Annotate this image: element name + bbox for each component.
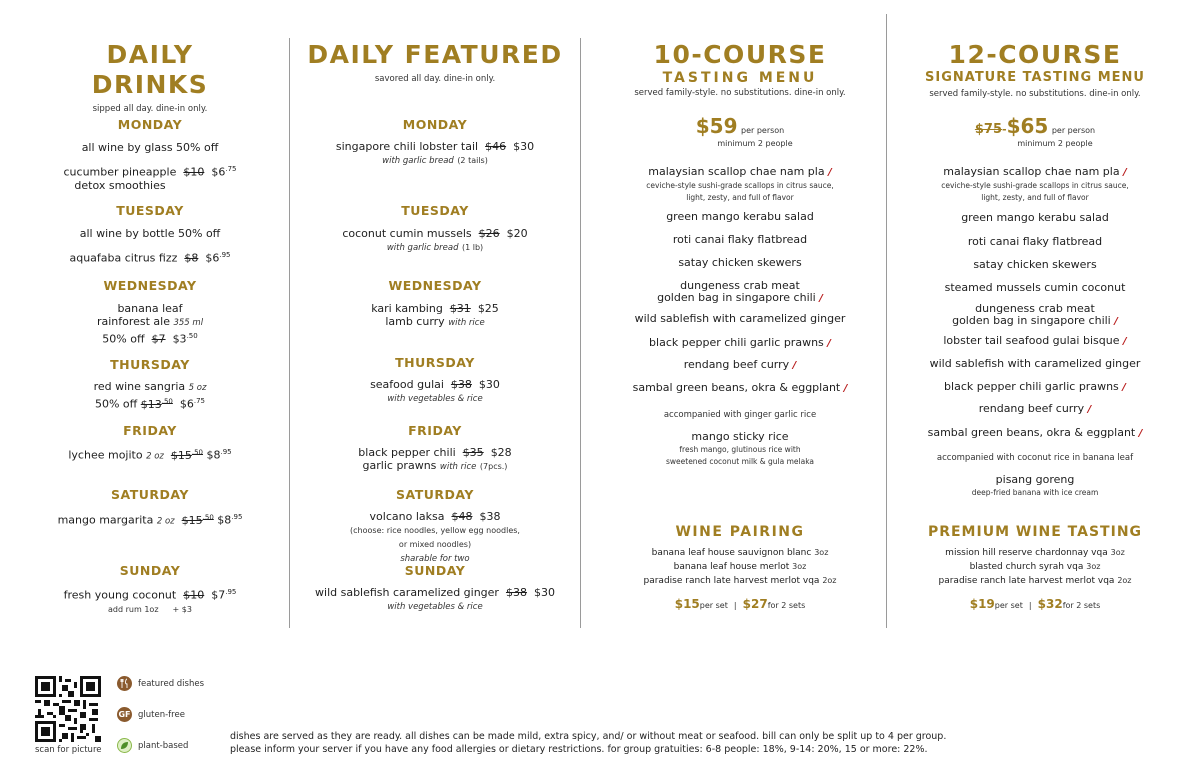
featured-wednesday-item: kari kambing $31 $25 lamb curry with rice: [371, 302, 499, 328]
twelve-course-column: [900, 40, 1170, 620]
course10-wine-list: banana leaf house sauvignon blanc 3oz banana leaf house merlot 3oz paradise ranch late harvest merlot vqa 2oz: [643, 548, 837, 586]
course10-dish-3: roti canai flaky flatbread: [672, 233, 808, 246]
legend-gluten-free: GF gluten-free: [117, 707, 185, 722]
drinks-day-sunday: SUNDAY: [119, 563, 181, 578]
chili-icon: /: [843, 383, 848, 394]
qr-code[interactable]: [35, 676, 101, 742]
course12-dish-7: lobster tail seafood gulai bisque /: [943, 334, 1127, 347]
course10-dish-9: sambal green beans, okra & eggplant /: [632, 381, 848, 394]
featured-title: DAILY FEATURED: [307, 40, 563, 69]
course10-subtitle: TASTING MENU: [662, 70, 818, 86]
daily-featured-column: [300, 40, 570, 620]
featured-monday-item: singapore chili lobster tail $46 $30 with garlic bread (2 tails): [335, 140, 535, 166]
course10-dish-4: satay chicken skewers: [678, 256, 802, 269]
leaf-icon: [117, 738, 132, 753]
divider: [289, 38, 290, 628]
course10-title: 10-COURSE: [653, 40, 827, 69]
footer-line-1: dishes are served as they are ready. all dishes can be made mild, extra spicy, and/ or without meat or seafood. bill can only be split up to 4 per group.: [230, 731, 947, 742]
drinks-monday-line2: cucumber pineapple $10 $\$6^{.75}$ detox smoothies: [63, 165, 237, 192]
drinks-saturday-item: mango margarita 2 oz $\$15^{.50}$ $\$8^{.95}$: [57, 513, 243, 527]
course10-dish-10: mango sticky rice fresh mango, glutinous rice with sweetened coconut milk & gula melaka: [665, 430, 814, 466]
legend-featured: featured dishes: [117, 676, 204, 691]
course12-dish-9: black pepper chili garlic prawns /: [944, 380, 1126, 393]
drinks-day-thursday: THURSDAY: [110, 357, 190, 372]
drinks-monday-line1: all wine by glass 50% off: [81, 141, 219, 154]
footer-notes: [230, 730, 946, 756]
course12-dish-11: sambal green beans, okra & eggplant /: [927, 426, 1143, 439]
course12-wine-title: PREMIUM WINE TASTING: [927, 524, 1143, 540]
course12-dish-8: wild sablefish with caramelized ginger: [929, 357, 1141, 370]
featured-day-friday: FRIDAY: [408, 423, 462, 438]
course12-dish-10: rendang beef curry /: [978, 402, 1092, 415]
course12-dish-4: satay chicken skewers: [973, 258, 1097, 271]
chili-icon: /: [1114, 316, 1118, 327]
legend-plant-based: plant-based: [117, 738, 188, 753]
drinks-friday-item: lychee mojito 2 oz $\$15^{.50}$ $\$8^{.95}$: [68, 448, 232, 462]
chili-icon: /: [1123, 167, 1127, 178]
featured-day-tuesday: TUESDAY: [401, 203, 469, 218]
featured-day-sunday: SUNDAY: [404, 563, 466, 578]
chili-icon: /: [1122, 336, 1127, 347]
drinks-day-monday: MONDAY: [117, 117, 183, 132]
course12-dish-12: pisang goreng deep-fried banana with ice cream: [971, 473, 1099, 497]
course12-note: served family-style. no substitutions. dine-in only.: [929, 89, 1141, 99]
daily-drinks-column: [45, 40, 255, 620]
drinks-note: sipped all day. dine-in only.: [92, 104, 208, 114]
drinks-thursday-item: red wine sangria 5 oz 50% off $\$13^{.50}$ $\$6^{.75}$: [93, 380, 207, 411]
course10-note: served family-style. no substitutions. dine-in only.: [634, 88, 846, 98]
featured-thursday-item: seafood gulai $38 $30 with vegetables & rice: [370, 378, 500, 404]
drinks-sunday-item: fresh young coconut $10 $\$7^{.95}$ add rum 1oz + $3: [63, 588, 237, 614]
course12-dish-5: steamed mussels cumin coconut: [944, 281, 1126, 294]
featured-tuesday-item: coconut cumin mussels $26 $20 with garlic bread (1 lb): [342, 227, 528, 253]
featured-day-thursday: THURSDAY: [395, 355, 475, 370]
featured-saturday-item: volcano laksa $48 $38 (choose: rice noodles, yellow egg noodles, or mixed noodles) sharable for two: [350, 510, 520, 564]
drinks-day-saturday: SATURDAY: [111, 487, 189, 502]
drinks-wednesday-item: banana leaf rainforest ale 355 ml 50% off $7 $\$3^{.50}$: [96, 302, 204, 346]
utensils-icon: [117, 676, 132, 691]
featured-day-monday: MONDAY: [402, 117, 468, 132]
course12-subtitle: SIGNATURE TASTING MENU: [925, 70, 1145, 85]
course10-dish-1: malaysian scallop chae nam pla / ceviche-style sushi-grade scallops in citrus sauce, light, zesty, and full of flavor: [646, 165, 834, 202]
course12-dish-1: malaysian scallop chae nam pla / ceviche-style sushi-grade scallops in citrus sauce, light, zesty, and full of flavor: [941, 165, 1129, 202]
chili-icon: /: [827, 338, 831, 349]
drinks-title: DAILY DRINKS: [91, 40, 209, 99]
course12-wine-list: mission hill reserve chardonnay vqa 3oz blasted church syrah vqa 3oz paradise ranch late harvest merlot vqa 2oz: [938, 548, 1132, 586]
course12-dish-3: roti canai flaky flatbread: [967, 235, 1103, 248]
course10-wine-title: WINE PAIRING: [675, 524, 805, 540]
chili-icon: /: [1122, 382, 1126, 393]
course12-accompaniment: accompanied with coconut rice in banana leaf: [936, 453, 1134, 463]
course12-title: 12-COURSE: [948, 40, 1122, 69]
featured-day-wednesday: WEDNESDAY: [388, 278, 482, 293]
drinks-day-wednesday: WEDNESDAY: [103, 278, 197, 293]
drinks-tuesday-line1: all wine by bottle 50% off: [79, 227, 221, 240]
qr-caption: scan for picture: [35, 745, 102, 755]
course12-dish-2: green mango kerabu salad: [961, 211, 1109, 224]
course10-dish-2: green mango kerabu salad: [666, 210, 814, 223]
course10-price: $59 per person minimum 2 people: [695, 114, 793, 148]
featured-sunday-item: wild sablefish caramelized ginger $38 $30 with vegetables & rice: [315, 586, 555, 612]
course12-dish-6: dungeness crab meat golden bag in singapore chili /: [952, 302, 1118, 327]
course10-dish-7: black pepper chili garlic prawns /: [649, 336, 831, 349]
chili-icon: /: [819, 293, 823, 304]
chili-icon: /: [1138, 428, 1143, 439]
course12-price: $75-$65 per person minimum 2 people: [974, 114, 1096, 148]
course10-dish-8: rendang beef curry /: [683, 358, 797, 371]
chili-icon: /: [828, 167, 832, 178]
chili-icon: /: [1087, 404, 1092, 415]
featured-day-saturday: SATURDAY: [396, 487, 474, 502]
featured-friday-item: black pepper chili $35 $28 garlic prawns with rice (7pcs.): [358, 446, 512, 472]
drinks-day-friday: FRIDAY: [123, 423, 177, 438]
featured-note: savored all day. dine-in only.: [374, 74, 496, 84]
divider: [580, 38, 581, 628]
ten-course-column: [590, 40, 890, 620]
gluten-free-icon: GF: [117, 707, 132, 722]
course10-dish-6: wild sablefish with caramelized ginger: [634, 312, 846, 325]
chili-icon: /: [792, 360, 797, 371]
course10-accompaniment: accompanied with ginger garlic rice: [663, 410, 817, 420]
drinks-tuesday-line2: aquafaba citrus fizz $8 $\$6^{.95}$: [69, 251, 231, 265]
course12-wine-price: $19per set | $32for 2 sets: [969, 597, 1101, 611]
course10-wine-price: $15per set | $27for 2 sets: [674, 597, 806, 611]
footer-line-2: please inform your server if you have any food allergies or dietary restrictions. for group gratuities: 6-8 people: 18%, 9-14: 20%, 15 or more: 22%.: [230, 744, 928, 755]
course10-dish-5: dungeness crab meat golden bag in singapore chili /: [657, 279, 823, 304]
drinks-day-tuesday: TUESDAY: [116, 203, 184, 218]
